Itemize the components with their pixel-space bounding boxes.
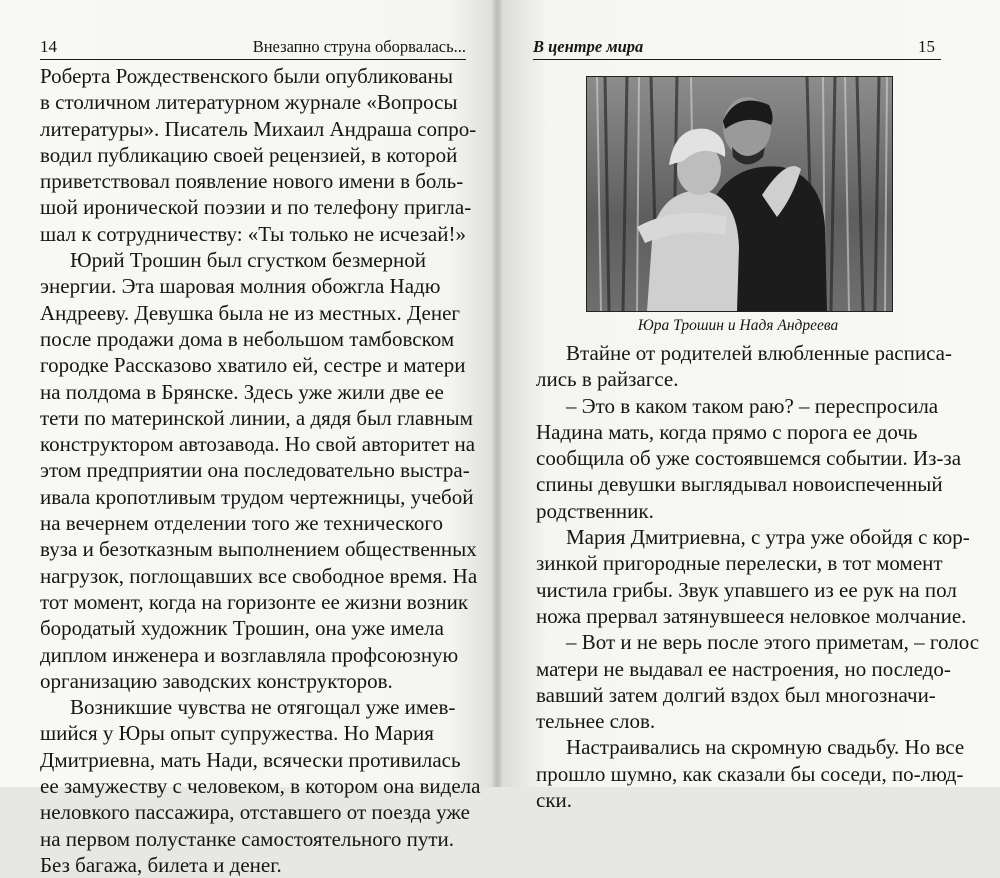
right-running-title: В центре мира [533, 37, 644, 56]
text-line: Втайне от родителей влюбленные расписа- [566, 341, 952, 365]
text-line: Настраивались на скромную свадьбу. Но все [566, 735, 965, 760]
text-line: Надина мать, когда прямо с порога ее дочь [536, 419, 918, 444]
text-line: – Вот и не верь после этого приметам, – голос [566, 630, 980, 655]
text-line: нагрузок, поглощавших все свободное время. На [40, 563, 478, 588]
left-page-number: 14 [40, 37, 57, 56]
photo-couple [586, 76, 893, 312]
right-body-text [536, 340, 980, 813]
text-line: на первом полустанке самостоятельного пути. [40, 826, 455, 851]
text-line: тельнее слов. [536, 709, 656, 734]
text-line: организацию заводских конструкторов. [40, 668, 393, 693]
text-line: приветствовал появление нового имени в боль- [40, 169, 464, 194]
text-line: на полдома в Брянске. Здесь уже жили две ее [40, 379, 444, 404]
text-line: лись в райзагсе. [536, 367, 679, 392]
text-line: прошло шумно, как сказали бы соседи, по-люд- [536, 761, 964, 786]
text-line: в столичном литературном журнале «Вопросы [40, 90, 458, 115]
text-line: шал к сотрудничеству: «Ты только не исчезай!» [40, 221, 466, 246]
left-running-header [40, 33, 466, 60]
text-line: на вечернем отделении того же технического [40, 511, 443, 536]
text-line: шой иронической поэзии и по телефону пригла- [40, 195, 472, 220]
text-line: тети по материнской линии, а дядя был главным [40, 405, 473, 430]
text-line: городке Рассказово хватило ей, сестре и матери [40, 353, 466, 378]
text-line: ее замужеству с человеком, в котором она видела [40, 774, 481, 799]
right-page-number: 15 [918, 37, 935, 56]
text-line: вавший затем долгий вздох был многозначи- [536, 682, 936, 707]
text-line: родственник. [536, 498, 654, 523]
text-line: диплом инженера и возглавляла профсоюзную [40, 642, 459, 667]
text-line: вуза и безотказным выполнением общественных [40, 537, 477, 562]
text-line: энергии. Эта шаровая молния обожгла Надю [40, 274, 441, 299]
text-line: Роберта Рождественского были опубликованы [40, 64, 453, 88]
text-line: шийся у Юры опыт супружества. Но Мария [40, 721, 434, 746]
text-line: бородатый художник Трошин, она уже имела [40, 616, 444, 641]
text-line: ски. [536, 788, 573, 813]
photo-caption: Юра Трошин и Надя Андреева [637, 317, 839, 334]
left-running-title: Внезапно струна оборвалась... [252, 37, 466, 56]
text-line: чистила грибы. Звук упавшего из ее рук на пол [536, 577, 957, 602]
photo-illustration [587, 77, 892, 311]
text-line: литературы». Писатель Михаил Андраша сопро- [40, 116, 477, 141]
text-line: Дмитриевна, мать Нади, всячески противилась [40, 747, 461, 772]
text-line: зинкой пригородные перелески, в тот момент [536, 551, 943, 576]
text-line: после продажи дома в небольшом тамбовском [40, 326, 455, 351]
text-line: водил публикацию своей рецензией, в которой [40, 142, 458, 167]
text-line: ножа прервал затянувшееся неловкое молчание. [536, 603, 967, 628]
text-line: ивала кропотливым трудом чертежницы, учебой [40, 484, 474, 509]
text-line: неловкого пассажира, отставшего от поезда уже [40, 800, 470, 825]
text-line: Андрееву. Девушка была не из местных. Денег [40, 300, 461, 325]
text-line: тот момент, когда на горизонте ее жизни возник [40, 589, 469, 614]
left-body-text [40, 63, 481, 878]
text-line: Без багажа, билета и денег. [40, 852, 282, 877]
book-spine [492, 0, 502, 787]
text-line: Юрий Трошин был сгустком безмерной [70, 248, 427, 273]
text-line: матери не выдавал ее настроения, но последо- [536, 656, 951, 681]
right-running-header [533, 33, 941, 60]
text-line: – Это в каком таком раю? – переспросила [566, 393, 939, 418]
text-line: этом предприятии она последовательно выстра- [40, 458, 470, 483]
text-line: Возникшие чувства не отягощал уже имев- [70, 695, 456, 720]
text-line: спины девушки выглядывал новоиспеченный [536, 472, 943, 497]
text-line: Мария Дмитриевна, с утра уже обойдя с кор- [566, 525, 970, 550]
text-line: сообщила об уже состоявшемся событии. Из-за [536, 446, 962, 471]
text-line: конструктором автозавода. Но свой авторитет на [40, 432, 476, 457]
